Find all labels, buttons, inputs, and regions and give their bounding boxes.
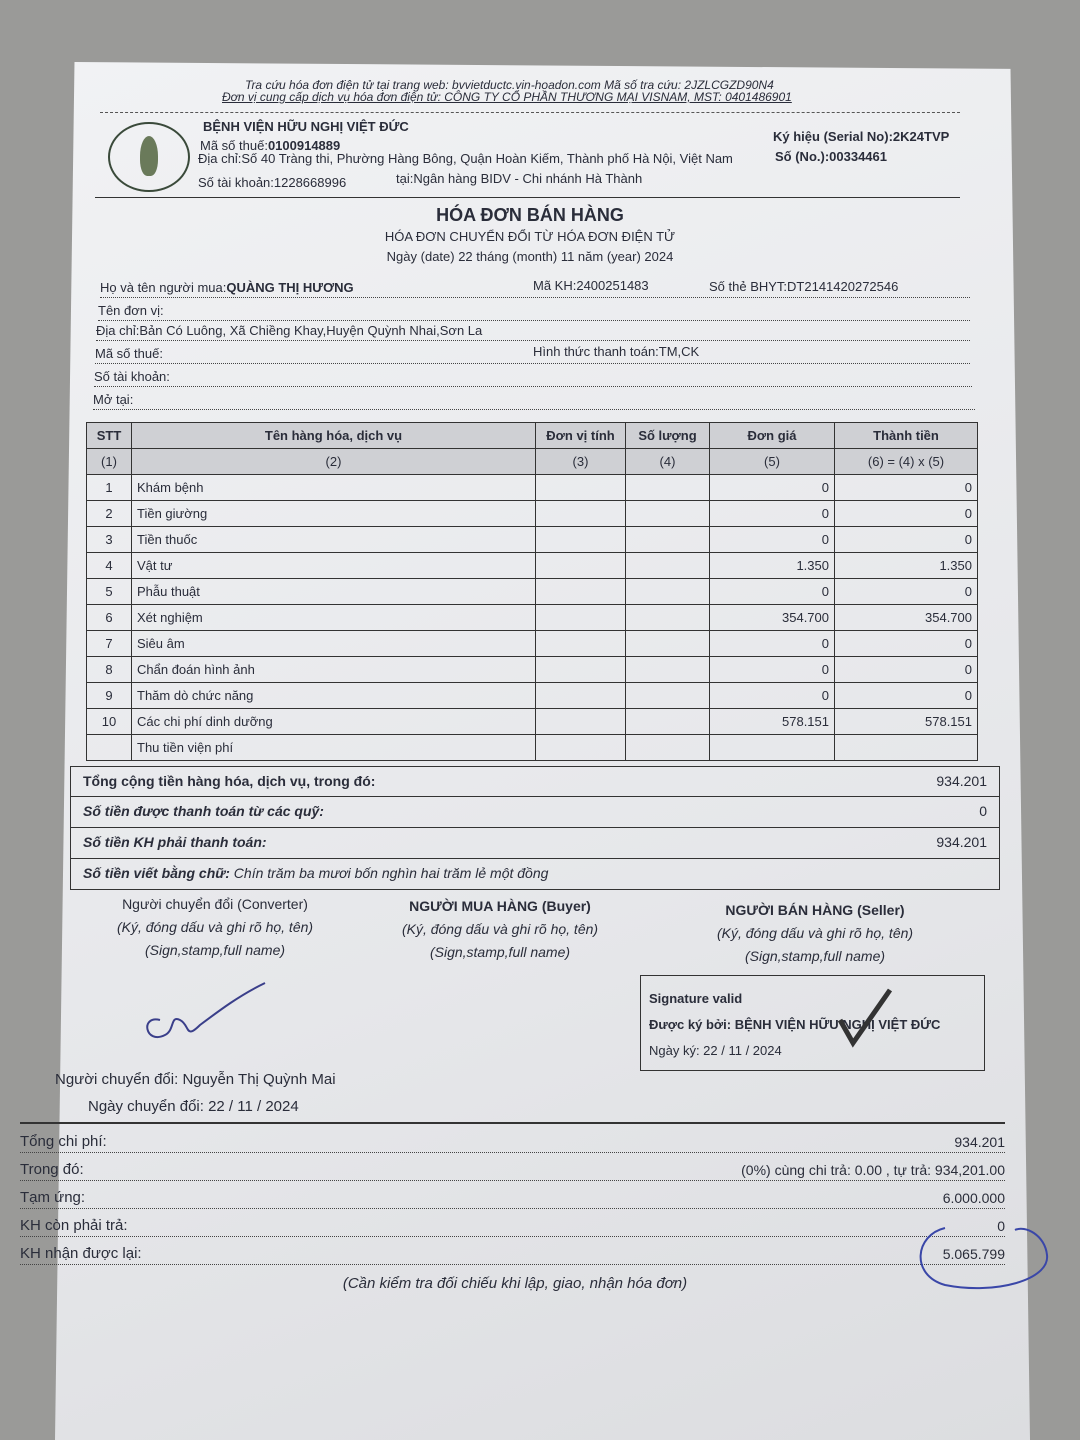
converter-sign-note-en: (Sign,stamp,full name) bbox=[144, 942, 286, 958]
invoice-subtitle: HÓA ĐƠN CHUYỂN ĐỔI TỪ HÓA ĐƠN ĐIỆN TỬ bbox=[384, 229, 676, 244]
items-table bbox=[86, 422, 978, 761]
footer-value: 0 bbox=[997, 1218, 1005, 1234]
table-row bbox=[87, 527, 978, 553]
row-price: 0 bbox=[710, 683, 835, 709]
col-unit: Đơn vị tính bbox=[536, 423, 626, 449]
seller-name: BỆNH VIỆN HỮU NGHỊ VIỆT ĐỨC bbox=[203, 119, 409, 134]
row-total: 0 bbox=[835, 683, 978, 709]
total-value: 934.201 bbox=[936, 773, 987, 789]
row-name: Tiền thuốc bbox=[132, 527, 536, 553]
buyer-sign-note: (Ký, đóng dấu và ghi rõ họ, tên) bbox=[401, 921, 599, 937]
col-stt: STT bbox=[87, 423, 132, 449]
row-unit bbox=[536, 735, 626, 761]
row-qty bbox=[626, 657, 710, 683]
footer-label: KH nhận được lại: bbox=[20, 1245, 142, 1262]
seller-sign-note: (Ký, đóng dấu và ghi rõ họ, tên) bbox=[716, 925, 914, 941]
footer-value: 934.201 bbox=[954, 1134, 1005, 1150]
row-unit bbox=[536, 631, 626, 657]
buyer-name-label: Họ và tên người mua: bbox=[100, 280, 227, 295]
table-row bbox=[87, 631, 978, 657]
row-price: 0 bbox=[710, 475, 835, 501]
converter-heading: Người chuyển đổi (Converter) bbox=[122, 896, 308, 912]
row-price: 578.151 bbox=[710, 709, 835, 735]
row-stt: 2 bbox=[87, 501, 132, 527]
row-stt: 10 bbox=[87, 709, 132, 735]
row-stt: 3 bbox=[87, 527, 132, 553]
row-unit bbox=[536, 657, 626, 683]
converter-name: Người chuyển đổi: Nguyễn Thị Quỳnh Mai bbox=[55, 1071, 336, 1088]
row-total: 578.151 bbox=[835, 709, 978, 735]
row-stt: 9 bbox=[87, 683, 132, 709]
row-total: 0 bbox=[835, 657, 978, 683]
checkmark-icon bbox=[835, 985, 895, 1050]
table-row bbox=[87, 709, 978, 735]
col-total: Thành tiền bbox=[835, 423, 978, 449]
footer-value: (0%) cùng chi trả: 0.00 , tự trả: 934,201.00 bbox=[741, 1162, 1005, 1178]
words-label: Số tiền viết bằng chữ: bbox=[83, 865, 230, 881]
row-total: 1.350 bbox=[835, 553, 978, 579]
row-stt bbox=[87, 735, 132, 761]
buyer-sign-note-en: (Sign,stamp,full name) bbox=[429, 944, 571, 960]
row-qty bbox=[626, 527, 710, 553]
footer-label: Tổng chi phí: bbox=[20, 1133, 107, 1150]
row-name: Phẫu thuật bbox=[132, 579, 536, 605]
row-qty bbox=[626, 553, 710, 579]
row-total: 0 bbox=[835, 579, 978, 605]
table-row bbox=[87, 553, 978, 579]
invoice-no-label: Số (No.): bbox=[775, 149, 830, 164]
row-qty bbox=[626, 683, 710, 709]
table-header bbox=[87, 423, 978, 449]
buyer-name: QUÀNG THỊ HƯƠNG bbox=[226, 280, 354, 295]
row-stt: 5 bbox=[87, 579, 132, 605]
check-note: (Cần kiểm tra đối chiếu khi lập, giao, nhận hóa đơn) bbox=[342, 1275, 688, 1292]
fund-label: Số tiền được thanh toán từ các quỹ: bbox=[83, 803, 324, 819]
row-unit bbox=[536, 709, 626, 735]
converter-date: Ngày chuyển đổi: 22 / 11 / 2024 bbox=[88, 1098, 299, 1115]
row-stt: 8 bbox=[87, 657, 132, 683]
row-price: 0 bbox=[710, 527, 835, 553]
table-row bbox=[87, 475, 978, 501]
row-qty bbox=[626, 501, 710, 527]
row-unit bbox=[536, 683, 626, 709]
row-total: 0 bbox=[835, 501, 978, 527]
row-name: Khám bệnh bbox=[132, 475, 536, 501]
row-price: 0 bbox=[710, 631, 835, 657]
serial-value: 2K24TVP bbox=[892, 129, 950, 144]
row-stt: 6 bbox=[87, 605, 132, 631]
footer-value: 5.065.799 bbox=[942, 1246, 1005, 1262]
row-total: 0 bbox=[835, 475, 978, 501]
invoice-no: 00334461 bbox=[829, 149, 887, 164]
col-name: Tên hàng hóa, dịch vụ bbox=[132, 423, 536, 449]
signed-by: Được ký bởi: BỆNH VIỆN HỮU NGHỊ VIỆT ĐỨC bbox=[649, 1017, 941, 1032]
table-row bbox=[87, 657, 978, 683]
digital-signature-box bbox=[640, 975, 985, 1071]
insurance-card: Số thẻ BHYT:DT2141420272546 bbox=[709, 279, 899, 294]
serial-label: Ký hiệu (Serial No): bbox=[773, 129, 893, 144]
pay-value: 934.201 bbox=[936, 834, 987, 850]
table-row bbox=[87, 605, 978, 631]
sub-3: (3) bbox=[536, 449, 626, 475]
seller-account: Số tài khoản:1228668996 bbox=[198, 175, 347, 190]
seller-address: Địa chỉ:Số 40 Tràng thi, Phường Hàng Bông, Quận Hoàn Kiếm, Thành phố Hà Nội, Việt Nam bbox=[198, 151, 733, 166]
row-stt: 1 bbox=[87, 475, 132, 501]
row-name: Chẩn đoán hình ảnh bbox=[132, 657, 536, 683]
row-name: Tiền giường bbox=[132, 501, 536, 527]
words-value: Chín trăm ba mươi bốn nghìn hai trăm lẻ một đồng bbox=[233, 865, 549, 881]
sub-6: (6) = (4) x (5) bbox=[835, 449, 978, 475]
converter-sign-note: (Ký, đóng dấu và ghi rõ họ, tên) bbox=[116, 919, 314, 935]
buyer-address: Địa chỉ:Bản Có Luông, Xã Chiềng Khay,Huyện Quỳnh Nhai,Sơn La bbox=[96, 323, 970, 341]
customer-id: Mã KH:2400251483 bbox=[533, 278, 649, 293]
row-qty bbox=[626, 709, 710, 735]
invoice-date: Ngày (date) 22 tháng (month) 11 năm (year) 2024 bbox=[386, 249, 674, 264]
row-qty bbox=[626, 475, 710, 501]
signed-date: Ngày ký: 22 / 11 / 2024 bbox=[649, 1043, 782, 1058]
footer-value: 6.000.000 bbox=[942, 1190, 1005, 1206]
row-total: 0 bbox=[835, 631, 978, 657]
row-name: Các chi phí dinh dưỡng bbox=[132, 709, 536, 735]
table-row bbox=[87, 683, 978, 709]
row-total: 0 bbox=[835, 527, 978, 553]
row-price: 0 bbox=[710, 501, 835, 527]
seller-bank: tại:Ngân hàng BIDV - Chi nhánh Hà Thành bbox=[396, 171, 643, 186]
row-stt: 7 bbox=[87, 631, 132, 657]
buyer-unit: Tên đơn vị: bbox=[98, 303, 970, 321]
row-unit bbox=[536, 475, 626, 501]
seller-heading: NGƯỜI BÁN HÀNG (Seller) bbox=[725, 902, 905, 918]
row-unit bbox=[536, 553, 626, 579]
row-price: 0 bbox=[710, 657, 835, 683]
table-row bbox=[87, 735, 978, 761]
footer-label: KH còn phải trả: bbox=[20, 1217, 128, 1234]
buyer-account: Số tài khoản: bbox=[94, 369, 972, 387]
table-row bbox=[87, 501, 978, 527]
row-qty bbox=[626, 631, 710, 657]
row-price: 1.350 bbox=[710, 553, 835, 579]
row-unit bbox=[536, 501, 626, 527]
row-price: 0 bbox=[710, 579, 835, 605]
sub-4: (4) bbox=[626, 449, 710, 475]
footer-label: Trong đó: bbox=[20, 1161, 84, 1178]
lookup-line: Tra cứu hóa đơn điện tử tại trang web: bvvietductc.vin-hoadon.com Mã số tra cứu: 2JZLCGZD90N4 bbox=[245, 78, 774, 92]
hospital-logo bbox=[108, 122, 190, 192]
sub-5: (5) bbox=[710, 449, 835, 475]
row-name: Thu tiền viện phí bbox=[132, 735, 536, 761]
invoice-title: HÓA ĐƠN BÁN HÀNG bbox=[436, 205, 624, 225]
col-price: Đơn giá bbox=[710, 423, 835, 449]
total-label: Tổng cộng tiền hàng hóa, dịch vụ, trong đó: bbox=[83, 773, 376, 789]
payment-method: Hình thức thanh toán:TM,CK bbox=[533, 344, 700, 359]
row-price bbox=[710, 735, 835, 761]
pay-label: Số tiền KH phải thanh toán: bbox=[83, 834, 267, 850]
footer-label: Tạm ứng: bbox=[20, 1189, 86, 1206]
handwritten-signature bbox=[130, 975, 270, 1055]
row-stt: 4 bbox=[87, 553, 132, 579]
sub-2: (2) bbox=[132, 449, 536, 475]
buyer-bank: Mở tại: bbox=[93, 392, 975, 410]
row-unit bbox=[536, 527, 626, 553]
seller-tax-label: Mã số thuế: bbox=[200, 138, 268, 153]
fund-value: 0 bbox=[979, 803, 987, 819]
row-price: 354.700 bbox=[710, 605, 835, 631]
seller-sign-note-en: (Sign,stamp,full name) bbox=[744, 948, 886, 964]
row-total: 354.700 bbox=[835, 605, 978, 631]
row-total bbox=[835, 735, 978, 761]
row-qty bbox=[626, 579, 710, 605]
row-qty bbox=[626, 735, 710, 761]
seller-tax: 0100914889 bbox=[267, 138, 341, 153]
row-name: Thăm dò chức năng bbox=[132, 683, 536, 709]
row-name: Xét nghiệm bbox=[132, 605, 536, 631]
row-unit bbox=[536, 579, 626, 605]
buyer-heading: NGƯỜI MUA HÀNG (Buyer) bbox=[409, 898, 591, 914]
row-unit bbox=[536, 605, 626, 631]
table-subheader bbox=[87, 449, 978, 475]
provider-line: Đơn vị cung cấp dịch vụ hóa đơn điện tử: CÔNG TY CỔ PHẦN THƯƠNG MẠI VISNAM, MST: 0401486901 bbox=[222, 90, 792, 104]
row-name: Vật tư bbox=[132, 553, 536, 579]
buyer-tax: Mã số thuế: bbox=[95, 346, 970, 364]
col-qty: Số lượng bbox=[626, 423, 710, 449]
row-name: Siêu âm bbox=[132, 631, 536, 657]
table-row bbox=[87, 579, 978, 605]
signature-valid: Signature valid bbox=[649, 991, 743, 1006]
sub-1: (1) bbox=[87, 449, 132, 475]
row-qty bbox=[626, 605, 710, 631]
